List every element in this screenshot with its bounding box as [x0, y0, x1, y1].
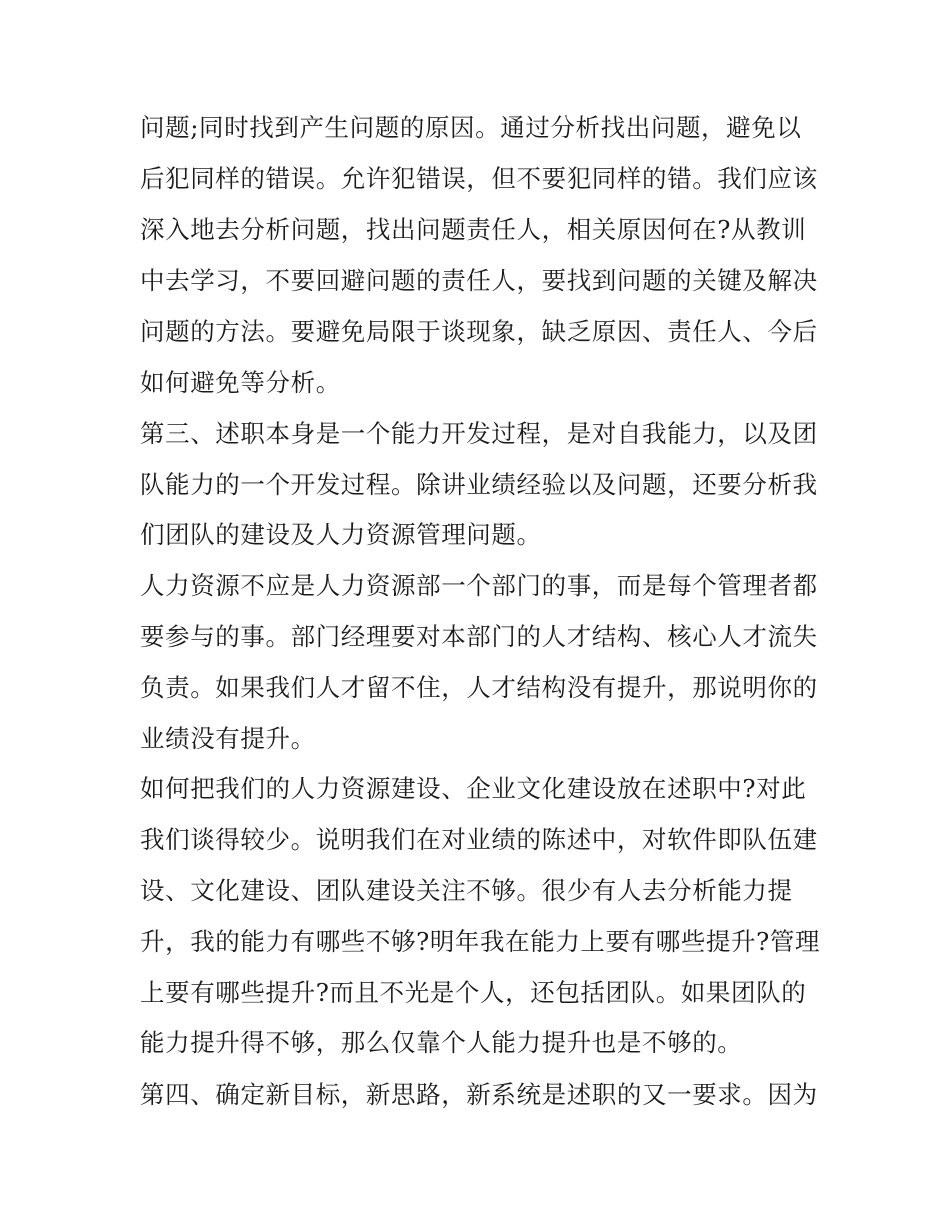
text-line: 如何避免等分析。 [140, 368, 341, 397]
text-line: 设、文化建设、团队建设关注不够。很少有人去分析能力提 [140, 876, 793, 905]
text-line: 如何把我们的人力资源建设、企业文化建设放在述职中?对此 [140, 774, 807, 803]
text-line: 能力提升得不够，那么仅靠个人能力提升也是不够的。 [140, 1028, 743, 1057]
text-line: 队能力的一个开发过程。除讲业绩经验以及问题，还要分析我 [140, 470, 818, 499]
text-line: 问题的方法。要避免局限于谈现象，缺乏原因、责任人、今后 [140, 317, 818, 346]
text-line: 第三、述职本身是一个能力开发过程，是对自我能力，以及团 [140, 419, 818, 448]
text-line: 上要有哪些提升?而且不光是个人，还包括团队。如果团队的 [140, 978, 807, 1007]
text-line: 我们谈得较少。说明我们在对业绩的陈述中，对软件即队伍建 [140, 825, 818, 854]
text-line: 深入地去分析问题，找出问题责任人，相关原因何在?从教训 [140, 215, 807, 244]
text-line: 第四、确定新目标，新思路，新系统是述职的又一要求。因为 [140, 1080, 818, 1109]
text-line: 升，我的能力有哪些不够?明年我在能力上要有哪些提升?管理 [140, 927, 821, 956]
text-line: 人力资源不应是人力资源部一个部门的事，而是每个管理者都 [140, 571, 818, 600]
text-line: 负责。如果我们人才留不住，人才结构没有提升，那说明你的 [140, 673, 818, 702]
text-line: 业绩没有提升。 [140, 724, 316, 753]
text-line: 后犯同样的错误。允许犯错误，但不要犯同样的错。我们应该 [140, 164, 818, 193]
text-line: 要参与的事。部门经理要对本部门的人才结构、核心人才流失 [140, 622, 818, 651]
text-line: 问题;同时找到产生问题的原因。通过分析找出问题，避免以 [140, 113, 802, 142]
text-line: 中去学习，不要回避问题的责任人，要找到问题的关键及解决 [140, 266, 818, 295]
text-line: 们团队的建设及人力资源管理问题。 [140, 520, 542, 549]
